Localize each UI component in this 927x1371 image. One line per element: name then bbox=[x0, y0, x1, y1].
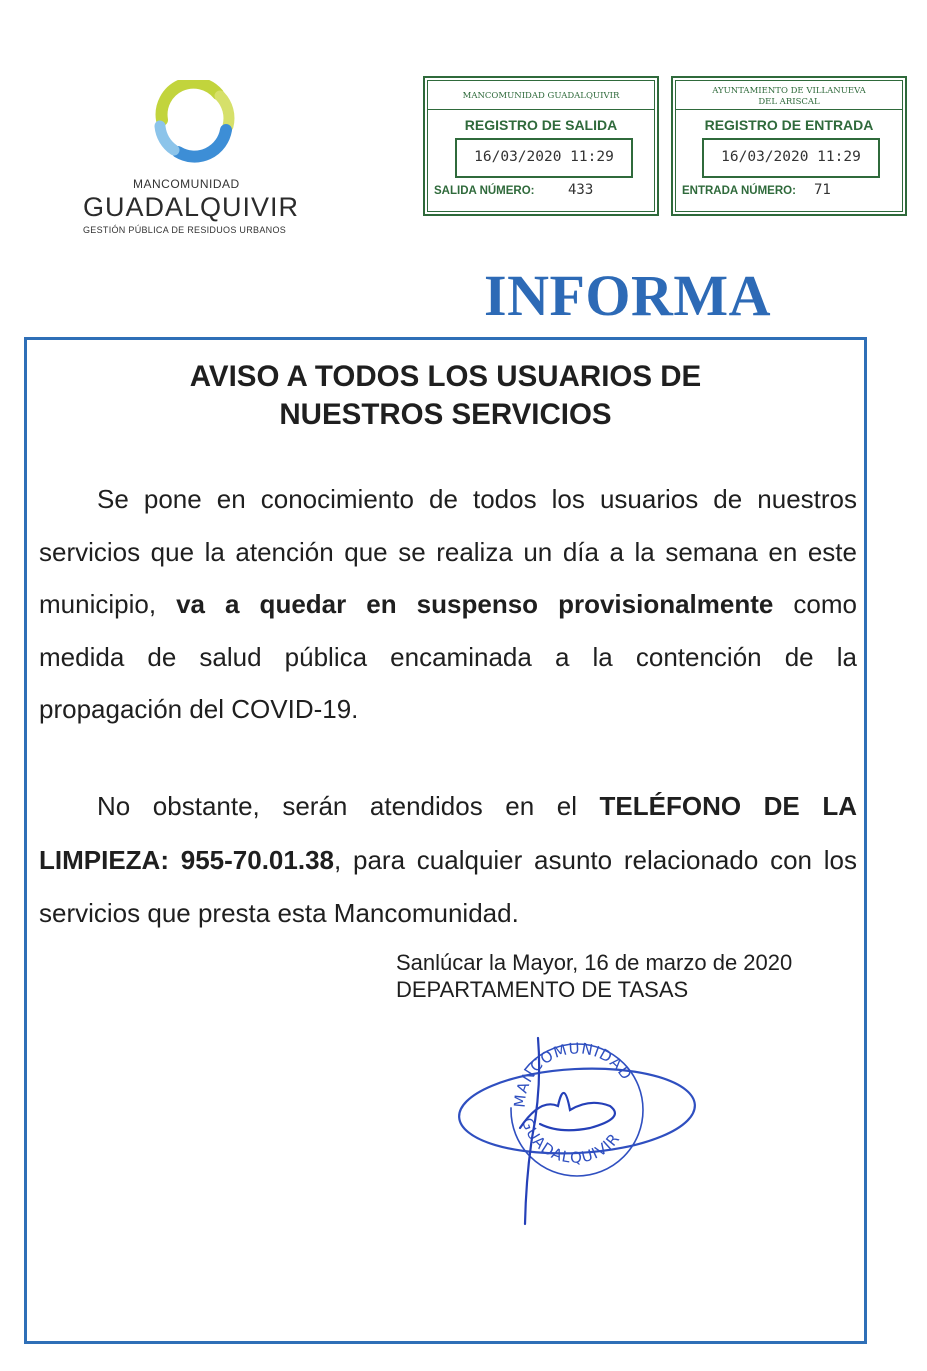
organization-logo bbox=[78, 78, 313, 243]
stamp-entrada-header-line1: AYUNTAMIENTO DE VILLANUEVA bbox=[712, 86, 866, 96]
svg-text:MANCOMUNIDAD bbox=[511, 1039, 636, 1108]
official-seal-signature bbox=[430, 978, 700, 1228]
stamp-salida-number-label: SALIDA NÚMERO: bbox=[434, 185, 535, 197]
stamp-entrada-datetime: 16/03/2020 11:29 bbox=[702, 138, 880, 178]
stamp-salida-datetime: 16/03/2020 11:29 bbox=[455, 138, 633, 178]
notice-heading-line2: NUESTROS SERVICIOS bbox=[279, 398, 612, 431]
stamp-registro-entrada bbox=[671, 76, 907, 216]
place-date: Sanlúcar la Mayor, 16 de marzo de 2020 bbox=[396, 950, 793, 975]
stamp-salida-number: 433 bbox=[568, 182, 594, 198]
p2-text-a: No obstante, serán atendidos en el bbox=[97, 791, 600, 821]
stamp-registro-salida bbox=[423, 76, 659, 216]
logo-subtitle: GESTIÓN PÚBLICA DE RESIDUOS URBANOS bbox=[83, 225, 287, 235]
stamp-entrada-title: REGISTRO DE ENTRADA bbox=[704, 117, 874, 133]
stamp-entrada-number-label: ENTRADA NÚMERO: bbox=[682, 185, 796, 197]
department: DEPARTAMENTO DE TASAS bbox=[396, 977, 689, 1002]
notice-paragraph-1 bbox=[39, 473, 857, 736]
stamp-entrada-number: 71 bbox=[814, 182, 831, 198]
informa-title: INFORMA bbox=[484, 263, 772, 328]
p1-text-bold: va a quedar en suspenso provisionalmente bbox=[176, 589, 774, 619]
seal-text-top: MANCOMUNIDAD bbox=[510, 1039, 636, 1109]
logo-ring-icon bbox=[148, 80, 240, 164]
p2-text-b: , para cualquier asunto relacionado con los servicios que presta esta Mancomunidad. bbox=[39, 844, 857, 928]
stamp-entrada-header-line2: DEL ARISCAL bbox=[758, 97, 820, 107]
p1-text-a: Se pone en conocimiento de todos los usuarios de nuestros servicios que la atención que se realiza un día a la semana en este municipio, bbox=[39, 484, 857, 619]
notice-paragraph-2 bbox=[39, 780, 857, 941]
notice-heading-line1: AVISO A TODOS LOS USUARIOS DE bbox=[189, 360, 702, 393]
p2-text-bold: TELÉFONO DE LA LIMPIEZA: 955-70.01.38 bbox=[39, 791, 857, 875]
p1-text-b: como medida de salud pública encaminada a la contención de la propagación del COVID-19. bbox=[39, 589, 857, 724]
logo-pre-text: MANCOMUNIDAD bbox=[133, 177, 240, 191]
logo-name: GUADALQUIVIR bbox=[83, 192, 300, 222]
notice-heading bbox=[27, 358, 864, 434]
stamp-salida-header: MANCOMUNIDAD GUADALQUIVIR bbox=[462, 91, 620, 101]
stamp-salida-title: REGISTRO DE SALIDA bbox=[464, 117, 618, 133]
seal-text-bottom: GUADALQUIVIR bbox=[517, 1115, 624, 1167]
